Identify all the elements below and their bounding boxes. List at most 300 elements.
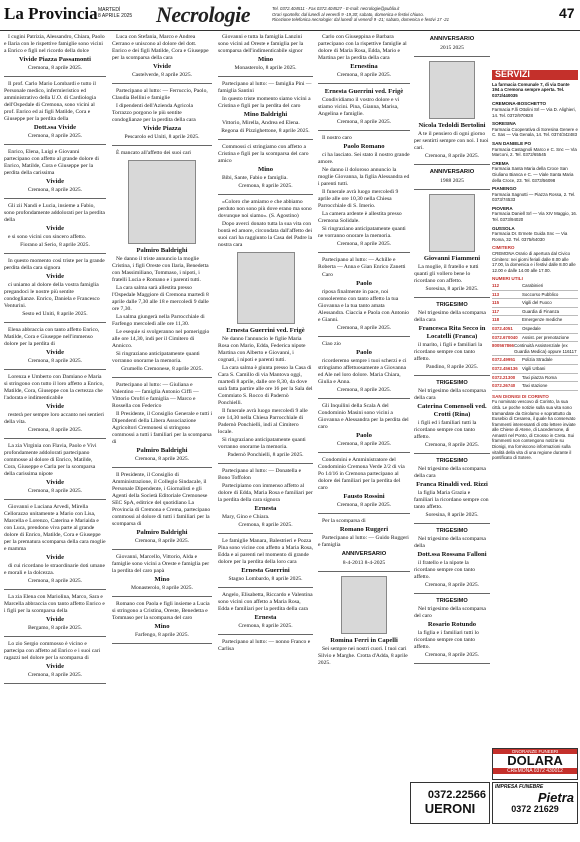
deceased-name: Paolo xyxy=(356,280,372,287)
phone-label: Vigili Urbani xyxy=(522,365,546,371)
phone-label: Taxi stazione xyxy=(522,383,548,389)
contact-info xyxy=(272,6,554,23)
notice-divider xyxy=(4,589,106,590)
deceased-name: Ernestina xyxy=(350,63,378,70)
deceased-name: Ernesta xyxy=(254,614,277,621)
pharmacy-list xyxy=(492,101,578,242)
notice-text: Partecipano al lutto: — Achille e Roberta — Anna e Gian Enrico Zanetti xyxy=(318,257,406,270)
notice-signature: Cremona, 8 aprile 2025. xyxy=(134,456,190,462)
pharmacy-area-title: GUSSOLA xyxy=(492,225,515,231)
pharmacy-area-text: Farmacia Daniell Srl — Via XIV Maggio, 16. Tel. 0373/94020 xyxy=(492,211,578,223)
notice-divider xyxy=(414,375,490,376)
notice-divider xyxy=(112,467,212,468)
notice-divider xyxy=(4,322,106,323)
notice-signature: Cremona, 8 aprile 2025. xyxy=(336,325,392,331)
notice-text: Le esequie si svolgeranno nel pomeriggio alle ore 14,30, indi per il Cimitero di Annicco. xyxy=(112,329,210,349)
notice-text: i figli ed i familiari tutti la ricordano sempre con tanto affetto. xyxy=(414,420,477,440)
notice-text: Angelo, Elisabetta, Riccardo e Valentina sono vicini con affetto a Maria Rosa, Edda e familiari per la perdita della cara xyxy=(218,592,313,612)
notice-text: Bibi, Sante, Fabio e famiglia. xyxy=(222,175,288,181)
phone-label: Polizia Stradale xyxy=(522,357,553,363)
notice-text: Partecipano al lutto: — Donatella e Bono Toffolon xyxy=(218,468,302,481)
notice-text: Ne danno il triste annuncio la moglie Cristina, i figli Oreste con Ilaria, Benedetta con Massimiliano, Tommaso, i nipoti, i fratelli Lucia e Romano e i parenti tutti. xyxy=(112,256,209,283)
notice-text: Si ringraziano anticipatamente quanti ne vorranno onorare la memoria. xyxy=(318,226,406,239)
deceased-name: Ernesta Guerrini xyxy=(241,567,290,574)
notice-signature: Regona di Pizzighettone, 8 aprile 2025. xyxy=(221,128,310,134)
deceased-name: Dott.ssa Vivide xyxy=(33,124,77,131)
notice-text: Luca con Stefania, Marco e Andrea Cerrano e uniscono al dolore del dott. Enrico e dei figli Matilde, Cora e Giuseppe per la scomparsa della cara xyxy=(112,34,209,61)
phone-number: 800567866 xyxy=(492,343,514,349)
obituary-column-4 xyxy=(318,34,410,668)
deceased-name: Palmiro Baldrighi xyxy=(136,247,188,254)
contact-line-1: Tel. 0372.404511 - Fax 0372.404527 - E-mail: necrologie@publia.it xyxy=(272,6,400,11)
anniversary-label: ANNIVERSARIO xyxy=(429,169,475,175)
notice-text: Romano con Paola e figli insieme a Lucia si stringono a Cristina, Oreste, Benedetta e Tommaso per la scomparsa del caro xyxy=(112,601,210,621)
ad-dolara-label: ONORANZE FUNEBRI xyxy=(493,749,577,754)
notice-divider xyxy=(318,130,410,131)
portrait-photo-palmiro xyxy=(128,160,196,244)
pharmacy-area-title: CREMONA-BOSCHETTO xyxy=(492,101,547,107)
notice-signature: Cremona, 8 aprile 2025. xyxy=(238,623,293,629)
deceased-name: Paolo Romano xyxy=(343,143,385,150)
issue-date xyxy=(98,7,132,19)
notice-signature: Cremona, 8 aprile 2025. xyxy=(336,72,392,78)
ad-ueroni xyxy=(410,782,490,824)
notice-text: In questo triste momento siamo vicini a Cristina e figli per la perdita del caro xyxy=(218,96,311,109)
notice-divider xyxy=(4,438,106,439)
pharmacy-area-title: PIOVERA xyxy=(492,205,513,211)
notice-text: Gli Inquilini della Scala A del Condominio Masini sono vicini a Giovanna e Alessandra per la perdita del caro xyxy=(318,403,409,430)
notice-text: e si sono vicini con sincero affetto. xyxy=(8,234,87,240)
pharmacy-area-title: PIANENGO xyxy=(492,186,517,192)
notice-divider xyxy=(414,56,490,57)
notice-divider xyxy=(318,252,410,253)
notice-text: Giovanni, Marcello, Vittorio, Alda e famiglie sono vicini a Oreste e famiglia per la perdita del caro papà xyxy=(112,554,210,574)
pharmacy-area-title: SAN DANIELE PO xyxy=(492,140,532,146)
notice-text: Dopo averci donato tutta la sua vita con bontà ed amore, circondata dall'affetto dei suoi cari ha raggiunto la Casa del Padre la nostra cara xyxy=(218,221,313,248)
portrait-photo-nicola xyxy=(429,61,476,119)
notice-text: Il Presidente, il Consiglio Generale e tutti i Dipendenti della Libera Associazione Agricoltori Cremonesi si stringono commossi a tutti i familiari per la scomparsa di xyxy=(112,411,213,445)
phone-number: 118 xyxy=(492,317,500,323)
notice-signature: Cremona, 8 aprile 2025. xyxy=(336,441,392,447)
portrait-photo-ernesta xyxy=(237,252,295,324)
notice-text: Il prof. Carlo Mario Lombardi e tutto il Personale medico, infermieristico ed amministrativo della U.O. di Cardiologia dell'Ospedale di Cremona, sono vicini al prof. Enrico ed ai figli Matilde, Cora e Giuseppe per la perdita della xyxy=(4,81,96,122)
notice-signature: Cremona, 8 aprile 2025. xyxy=(27,358,83,364)
phone-label: Carabinieri xyxy=(522,283,544,288)
notice-signature: Cremona, 8 aprile 2025. xyxy=(424,442,480,448)
useful-number-row xyxy=(492,308,578,317)
deceased-name: Vivide Piazza Passamonti xyxy=(19,56,91,63)
pharmacy-area-text: Farmacia Sagnotti — Piazza Rossa, 2. Tel. 0373/74533 xyxy=(492,191,576,203)
notice-text: Per la scomparsa di xyxy=(322,518,366,524)
notice-text: La salma giungerà nella Parrocchiale di Farfengo mercoledì alle ore 11,30. xyxy=(112,314,205,327)
useful-number-row xyxy=(492,382,578,391)
notice-text: Nel trigesimo della scomparsa della cara xyxy=(414,466,486,479)
notice-text: Il funerale avrà luogo mercoledì 9 alle ore 14,30 nella Chiesa Parrocchiale di Padernò Ponchielli, indi al Cimitero locale. xyxy=(218,408,308,435)
deceased-name: Nicola Tedoldi Bertolini xyxy=(418,122,486,129)
notice-signature: Farfengo, 8 aprile 2025. xyxy=(135,632,189,638)
notice-signature: Soresina, 8 aprile 2025. xyxy=(425,286,479,292)
notice-text: Carlo con Giuseppina e Barbara partecipano con la rispettive famiglie al dolore di Maria Rosa, Edda, Mario e Martina per la perdita della cara xyxy=(318,34,407,61)
notice-text: È mancato all'affetto dei suoi cari xyxy=(116,150,191,156)
notice-divider xyxy=(318,398,410,399)
notice-divider xyxy=(218,194,313,195)
ad-dolara-phone: CREMONA 0372 430012 xyxy=(493,768,577,774)
useful-numbers-list xyxy=(492,282,578,391)
notice-text: Ne danno il doloroso annuncio la moglie Giovanna, la figlia Alessandra ed i parenti tutti. xyxy=(318,167,410,187)
deceased-name: Romina Ferri in Capelli xyxy=(330,637,398,644)
deceased-name: Vivide xyxy=(45,349,65,356)
notice-text: Partecipano al lutto: — Guido Ruggeri e famiglia xyxy=(318,535,409,548)
deceased-name: Mino Baldrighi xyxy=(243,111,288,118)
ad-pietra xyxy=(492,782,578,824)
notice-text: Partecipano al lutto: — famiglia Pini — famiglia Santini xyxy=(218,81,312,94)
deceased-name: Vivide xyxy=(45,273,65,280)
deceased-name: Vivide xyxy=(152,63,172,70)
notice-text: la figlia e i familiari tutti lo ricordano sempre con tanto affetto. xyxy=(414,630,479,650)
deceased-name: Ernesta Guerrini ved. Frigè xyxy=(226,327,305,334)
newspaper-masthead: La Provincia xyxy=(4,4,98,23)
phone-number: 0372.26740 xyxy=(492,383,516,389)
ad-pietra-label: IMPRESA FUNEBRE xyxy=(495,784,544,790)
phone-number: 115 xyxy=(492,300,500,306)
notice-text: Condividiamo il vostro dolore e vi stiamo vicini. Pina, Gianna, Marisa, Angelina e famiglie. xyxy=(318,97,400,117)
notice-text: La zia Elena con Mariolina, Marco, Sara e Marcella abbraccia con tanto affetto Enrico e i figli per la scomparsa della xyxy=(4,594,105,614)
deceased-name: Mino xyxy=(154,576,170,583)
notice-divider xyxy=(414,453,490,454)
useful-number-row xyxy=(492,325,578,334)
notice-text: il fratello e la nipote la ricordano sempre con tanto affetto. xyxy=(414,560,476,580)
notice-signature: Castelverde, 8 aprile 2025. xyxy=(131,72,193,78)
notice-signature: Cremona, 8 aprile 2025. xyxy=(27,65,83,71)
notice-signature: Cremona, 8 aprile 2025. xyxy=(424,153,480,159)
useful-number-row xyxy=(492,291,578,300)
trigesimo-label: TRIGESIMO xyxy=(436,458,468,464)
notice-divider xyxy=(112,145,212,146)
notice-signature: Cremona, 8 aprile 2025. xyxy=(238,183,293,189)
notice-text: Elena abbraccia con tanto affetto Enrico, Matilde, Cora e Giuseppe nell'immenso dolore per la perdita di xyxy=(4,327,100,347)
notice-signature: 8-4-2013 8-4-2025 xyxy=(342,560,386,566)
notice-text: La zia Virginia con Flavia, Paolo e Vivi profondamente addolorati partecipano commosse al dolore di Enrico, Matilde, Cora, Giuseppe e Carla per la scomparsa della carissima nipote xyxy=(4,443,97,477)
notice-signature: Pescarolo ed Uniti, 8 aprile 2025. xyxy=(124,134,200,140)
notice-text: «Coloro che amiamo e che abbiamo perduto non sono più dove erano ma sono dovunque noi siamo». (S. Agostino) xyxy=(218,199,312,219)
deceased-name: Ernesta Guerrini ved. Frigè xyxy=(324,88,404,95)
notice-divider xyxy=(218,587,313,588)
deceased-name: Fausto Rossini xyxy=(343,493,385,500)
notice-divider xyxy=(218,634,313,635)
notice-divider xyxy=(218,463,313,464)
notice-signature: Cremona, 8 aprile 2025. xyxy=(27,672,83,678)
phone-label: Guardia di Finanza xyxy=(522,308,560,314)
phone-number: 0372.4051 xyxy=(492,325,513,331)
notice-text: Giovanni e tutta la famiglia Lanzini sono vicini ad Oreste e famiglia per la scomparsa dell'indimenticabile signor xyxy=(218,34,304,54)
portrait-photo-giovanni xyxy=(429,194,476,252)
issue-date-text: 8 APRILE 2025 xyxy=(98,13,133,19)
notice-signature: Soresina, 8 aprile 2025. xyxy=(425,512,479,518)
deceased-name: Vivide xyxy=(45,178,65,185)
services-title: SERVIZI xyxy=(492,70,578,80)
notice-signature: Cremona, 8 aprile 2025. xyxy=(27,488,83,494)
notice-divider xyxy=(318,336,410,337)
phone-number: 0372.21300 xyxy=(492,374,516,380)
notice-divider xyxy=(112,83,212,84)
notice-text: I cugini Patrizia, Alessandro, Chiara, Paolo e Ilaria con le rispettive famiglie sono vicini a Enrico e figli nel ricordo della dolce xyxy=(4,34,105,54)
obituary-column-1 xyxy=(4,34,106,688)
notice-text: Ciao zio xyxy=(322,341,341,347)
pharmacy-area-text: Farmacia Castagnoli Marco e C. Snc — Via Marconi, 2. Tel. 0372/65545 xyxy=(492,146,577,158)
notice-signature: Cremona, 8 aprile 2025. xyxy=(134,538,190,544)
notice-text: Il Presidente, il Consiglio di Amministrazione, il Collegio Sindacale, il Personale Dipendente, i Giornalisti e gli Agenti della Società Editoriale Cremonese SEC SpA, editrice del quotidiano La Provincia di Cremona e Crema, partecipano commossi al dolore di tutti i familiari per la scomparsa di xyxy=(112,472,211,527)
notice-text: In questo momento così triste per la grande perdita della cara signora xyxy=(4,258,105,271)
deceased-name: Vivide xyxy=(45,663,65,670)
notice-signature: Cremona, 8 aprile 2025. xyxy=(238,522,293,528)
notice-text: I dipendenti dell'Azienda Agricola Torrazzo porgono le più sentite condoglianze per la perdita della cara xyxy=(112,103,196,123)
notice-text: Il funerale avrà luogo mercoledì 9 aprile alle ore 10,30 nella Chiesa Parrocchiale di S. Imerio. xyxy=(318,189,399,209)
notice-signature: Bergamo, 8 aprile 2025. xyxy=(27,625,83,631)
notice-signature: 1988 2025 xyxy=(440,178,464,184)
notice-text: Enrico, Elena, Luigi e Giovanni partecipano con affetto al grande dolore di Enrico, Matilde, Cora e Giuseppe per la perdita della carissima xyxy=(4,149,99,176)
notice-text: Il nostro caro xyxy=(322,135,352,141)
notice-text: Mary, Gino e Chiara. xyxy=(222,514,270,520)
notice-signature: Padernò Ponchielli, 8 aprile 2025. xyxy=(227,452,304,458)
pharmacy-area-text: Farmacia Santa Maria della Croce San Giuliano Bianca e C. — Viale Santa Maria della Croce, 23. Tel. 0373/56098 xyxy=(492,166,574,183)
deceased-name: Paolo xyxy=(356,432,372,439)
notice-signature: Sesto ed Uniti, 8 aprile 2025. xyxy=(22,311,88,317)
pharmacy-area-text: Farmacia F.lli Ottolini Srl — Via D. Alighieri, 14. Tel. 0372/970828 xyxy=(492,106,576,118)
deceased-name: Paolo xyxy=(356,349,372,356)
notice-divider xyxy=(318,83,410,84)
notice-text: ricorderemo sempre i tuoi scherzi e ci stringiamo affettuosamente a Giovanna ed Ale nel loro dolore. Maria Chiara, Giulia e Anna. xyxy=(318,358,407,385)
notice-divider xyxy=(4,76,106,77)
notice-text: la figlia Maria Grazia e familiari la ricordano sempre con tanto affetto. xyxy=(414,490,489,510)
notice-divider xyxy=(4,369,106,370)
notice-text: Nel trigesimo della scomparsa della xyxy=(414,536,486,549)
phone-number: 0372.49951 xyxy=(492,357,516,363)
notice-signature: Cremona, 8 aprile 2025. xyxy=(336,119,392,125)
notice-text: riposa finalmente in pace, noi consoleremo con tanto affetto la tua Giovanna e la tua tanto amata Alessandra. Ciaccia e Paola con Antonio e Gianni. xyxy=(318,289,410,323)
phone-label: Vigili del Fuoco xyxy=(522,300,552,306)
phone-label: Ospedale xyxy=(522,325,541,331)
pharmacy-note: La farmacia Comunale 7, di via Dante 194 a Cremona sempre aperta. Tel. 0372/440035 xyxy=(492,81,570,98)
notice-text: Ne danno l'annuncio le figlie Maria Rosa con Mario, Edda, Federica nipote Martina con Alberto e Giovanni, i cognati, i nipoti e parenti tutti. xyxy=(218,336,306,363)
contact-line-3: Ricezione telefonica necrologie: dal lunedì al venerdì 9 -21; sabato, domenica e festivi 17 -21 xyxy=(272,17,449,23)
phone-label: Assist. per prenotazione xyxy=(522,334,570,340)
phone-number: 0372.670040 xyxy=(492,334,518,340)
useful-number-row xyxy=(492,316,578,325)
saint-of-day-title: SAN DIONIGI DI CORINTO xyxy=(492,393,549,399)
notice-text: Partecipano al lutto: — nonno Franco e Carlisa xyxy=(218,639,311,652)
notice-signature: Cremona, 8 aprile 2025. xyxy=(424,582,480,588)
deceased-name: Vivide Piazza xyxy=(142,125,182,132)
useful-number-row xyxy=(492,365,578,374)
trigesimo-label: TRIGESIMO xyxy=(436,380,468,386)
notice-divider xyxy=(218,76,313,77)
deceased-name: Francesca Rita Secco in Locatelli (Franca) xyxy=(418,325,486,340)
useful-number-row xyxy=(492,342,578,356)
notice-divider xyxy=(318,452,410,453)
notice-text: Nel trigesimo della scomparsa della cara xyxy=(414,388,486,401)
ad-dolara xyxy=(492,748,578,780)
trigesimo-label: TRIGESIMO xyxy=(436,598,468,604)
trigesimo-label: TRIGESIMO xyxy=(436,528,468,534)
notice-divider xyxy=(112,549,212,550)
deceased-name: Vivide xyxy=(45,225,65,232)
deceased-name: Rosario Rotundo xyxy=(427,621,477,628)
notice-divider xyxy=(4,636,106,637)
notice-text: Gli zii Nandi e Lucia, insieme a Fabio, sono profondamente addolorati per la perdita della xyxy=(4,203,105,223)
anniversary-label: ANNIVERSARIO xyxy=(341,551,387,557)
notice-signature: Cremona, 8 aprile 2025. xyxy=(336,387,392,393)
notice-divider xyxy=(4,683,106,684)
deceased-name: Mino xyxy=(257,56,274,63)
obituary-column-3 xyxy=(218,34,313,654)
notice-divider xyxy=(414,297,490,298)
ad-dolara-name: DOLARA xyxy=(507,753,563,768)
saint-of-day-text: Fu nominato vescovo di Corinto, la sua città. Le poche notizie sulla sua vita sono tramandate da Girolamo e soprattutto da Eusebio di Cesarea, il quale ha conservato frammenti interessanti di otto lettere inviate alle Chiese di Atene, di Lacedemone, di Amastri nel Ponto, di Cnosso in Creta. Sui frammenti non contengono notizie su Dionigi, ma forniscono informazioni sulla vitalità della vita di una regione durante il pontificato di Sotere. xyxy=(492,399,576,461)
notice-text: Partecipiamo con immenso affetto al dolore di Edda, Maria Rosa e familiari per la perdita della cara signora xyxy=(218,483,313,503)
ad-ueroni-phone: 0372.22566 xyxy=(427,789,486,801)
page-number: 47 xyxy=(559,5,575,21)
notice-signature: Cremona, 8 aprile 2025. xyxy=(424,652,480,658)
notice-signature: Stagno Lombardo, 8 aprile 2025. xyxy=(228,576,303,582)
notice-text: La moglie, il fratello e tutti quanti gli vollero bene lo ricordano con affetto. xyxy=(414,264,479,284)
notice-text: Le famiglie Manara, Balestrieri e Pozza Pina sono vicine con affetto a Maria Rosa, Edda e ai parenti nel momento di grande dolore per la perdita della loro cara xyxy=(218,538,313,565)
cemetery-title: CIMITERO xyxy=(492,245,515,251)
portrait-photo-romina xyxy=(341,576,388,634)
deceased-name: Romano Ruggeri xyxy=(339,526,389,533)
services-sidebar xyxy=(492,70,578,461)
phone-label: Emergenze mediche xyxy=(522,317,563,323)
notice-signature: Cremona, 8 aprile 2025. xyxy=(336,502,392,508)
deceased-name: Palmiro Baldrighi xyxy=(136,447,188,454)
deceased-name: Mino xyxy=(154,623,170,630)
obituary-column-2 xyxy=(112,34,212,648)
ad-pietra-phone: 0372 21629 xyxy=(511,804,559,814)
notice-divider xyxy=(112,377,212,378)
notice-text: Si ringraziano anticipatamente quanti vorranno onorarne la memoria. xyxy=(112,351,200,364)
pharmacy-area-title: SORESINA xyxy=(492,121,516,127)
notice-text: La cara salma è giunta presso la Casa di Cara S. Camillo di via Mantova oggi, martedì 8 aprile, dalle ore 8,30, da dove sarà fatta partire alle ore 16 per la Sala del Commiato S. Rocco di Padernò Ponchielli. xyxy=(218,365,313,406)
deceased-name: Vivide xyxy=(45,403,65,410)
notice-divider xyxy=(318,571,410,572)
notice-text: La cara salma sarà allestita presso l'Ospedale Maggiore di Cremona martedì 8 aprile dalle 7,30 alle 18 e mercoledì 9 dalle ore 7,30. xyxy=(112,285,209,312)
notice-text: Commossi ci stringiamo con affetto a Cristina e figli per la scomparsa del caro amico xyxy=(218,144,309,164)
notice-divider xyxy=(414,189,490,190)
deceased-name: Giovanni Fiammeni xyxy=(423,255,481,262)
notice-divider xyxy=(414,663,490,664)
notice-text: Lorenza e Umberto con Damiano e Maria si stringono con tutto il loro affetto a Enrico, Matilde, Cora, Giuseppe con la certezza che l'adorata e indimenticabile xyxy=(4,374,104,401)
deceased-name: Mino xyxy=(257,166,274,173)
notice-signature: Grumello Cremonese, 8 aprile 2025. xyxy=(121,366,203,372)
useful-number-row xyxy=(492,299,578,308)
notice-signature: Cremona, 8 aprile 2025. xyxy=(27,427,83,433)
notice-text: ci ha lasciato. Sei stato il nostro grande amore. xyxy=(318,152,410,165)
deceased-name: Palmiro Baldrighi xyxy=(136,529,188,536)
deceased-name: Ernesta xyxy=(254,505,277,512)
issue-day: MARTEDÌ xyxy=(98,7,121,13)
notice-signature: Cremona, 8 aprile 2025. xyxy=(27,133,83,139)
notice-divider xyxy=(112,596,212,597)
notice-text: La camera ardente è allestita presso Cremona Solidale. xyxy=(318,211,402,224)
page-header xyxy=(0,0,580,31)
notice-signature: Monasterolo, 8 aprile 2025. xyxy=(234,65,297,71)
notice-text: Condomini e Amministratore del Condominio Cremona Verde 2/2 di via Po 14/16 in Cremona partecipano al dolore dei familiari per la perdita del caro xyxy=(318,457,405,491)
useful-number-row xyxy=(492,356,578,365)
deceased-name: Dott.ssa Rossana Falloni xyxy=(417,551,487,558)
notice-divider xyxy=(4,144,106,145)
notice-divider xyxy=(218,139,313,140)
phone-number: 0372.456136 xyxy=(492,365,518,371)
notice-text: resterà per sempre loro accanto nei sentieri della vita. xyxy=(4,412,104,425)
notice-divider xyxy=(4,499,106,500)
notice-divider xyxy=(414,593,490,594)
trigesimo-label: TRIGESIMO xyxy=(436,302,468,308)
phone-label: Soccorso Pubblico xyxy=(522,291,559,297)
notice-divider xyxy=(218,533,313,534)
cemetery-hours: CREMONA Orario di apertura dal Civico Cimitero: nei giorni feriali dalle 8.00 alle 17.00, la domenica e i festivi dalle 8.00 alle 12.00 e dalle 14.00 alle 17.00. xyxy=(492,251,576,273)
notice-text: Partecipano al lutto: — Ferruccio, Paolo, Claudia Bellini e famiglie xyxy=(112,88,208,101)
notice-text: Partecipano al lutto: — Giuliana e Valentino — famiglia Antonio Ciffi — Vittorio Orofri e famiglia — Marco e Rossella con Federico xyxy=(112,382,199,409)
notice-text: A te il pensiero di ogni giorno per sentirti sempre con noi. I tuoi cari. xyxy=(414,131,489,151)
deceased-name: Vivide xyxy=(45,479,65,486)
useful-number-row xyxy=(492,282,578,291)
notice-signature: 2015 2025 xyxy=(440,45,464,51)
notice-signature: Cremona, 8 aprile 2025. xyxy=(336,241,392,247)
notice-text: di cui ricordano le straordinarie doti umane e morali e la dolcezza. xyxy=(4,563,105,576)
notice-divider xyxy=(414,523,490,524)
deceased-name: Caterina Comensoli ved. Crotti (Rina) xyxy=(417,403,487,418)
pharmacy-area-title: CREMA xyxy=(492,160,509,166)
phone-label: Taxi piazza Roma xyxy=(522,374,557,380)
phone-number: 112 xyxy=(492,283,500,288)
notice-text: Nel trigesimo della scomparsa del caro xyxy=(414,606,486,619)
notice-divider xyxy=(318,513,410,514)
notice-text: Nel trigesimo della scomparsa della cara xyxy=(414,310,486,323)
notice-text: Giovanni e Luciana Arvedi, Mirella Cellorazzo unitamente a Mario con Lisa, Marcella e Lorenzo, Caterina e Mariaida e con Luca, prendono viva parte al grande dolore di Enrico, Matilde, Cora e Giuseppe per la prematura scomparsa della cara moglie e mamma xyxy=(4,504,106,552)
notice-divider xyxy=(4,253,106,254)
notice-text: ci uniamo al dolore della vostra famiglia pregandoci le nostre più sentite condoglianze. Enrico, Daniela e Francesco Venturini. xyxy=(4,282,100,309)
notice-text: Lo zio Sergio commosso è vicino e partecipa con affetto ad Enrico e i suoi cari ragazzi nel dolore per la scomparsa di xyxy=(4,641,101,661)
notice-signature: Fiorano al Serio, 8 aprile 2025. xyxy=(20,242,90,248)
notice-divider xyxy=(4,198,106,199)
phone-number: 113 xyxy=(492,291,500,297)
useful-numbers-title: NUMERI UTILI xyxy=(492,276,523,282)
pharmacy-area-text: Farmacia Cooperativa di Soresina Genere e C. Sas — Via Genala, 14. Tel. 0374/342483 xyxy=(492,126,578,138)
notice-divider xyxy=(112,643,212,644)
notice-signature: Cremona, 8 aprile 2025. xyxy=(27,578,83,584)
ad-ueroni-name: UERONI xyxy=(424,801,476,816)
deceased-name: Vivide xyxy=(45,616,65,623)
contact-line-2: Orari sportello: dal lunedì al venerdì 9 -19,30; sabato, domenica e festivi chiuso. xyxy=(272,11,424,17)
notice-text: Vittorio, Mirella, Andrea ed Elena. xyxy=(222,120,300,126)
useful-number-row xyxy=(492,334,578,343)
notice-text: Sei sempre nei nostri cuori. I tuoi cari Silvio e Marghe. Crotta d'Adda, 8 aprile 2025. xyxy=(318,646,408,666)
anniversary-label: ANNIVERSARIO xyxy=(429,36,475,42)
notice-text: Si ringraziano anticipatamente quanti vorranno onorarne la memoria. xyxy=(218,437,306,450)
section-title: Necrologie xyxy=(156,2,250,27)
useful-number-row xyxy=(492,374,578,383)
notice-text: Caro xyxy=(322,272,333,278)
pharmacy-area-text: Farmacia Dr. Ermete Guida Snc — Via Roma, 32. Tel. 0375/64030 xyxy=(492,231,568,242)
notice-divider xyxy=(414,164,490,165)
notice-signature: Cremona, 8 aprile 2025. xyxy=(27,187,83,193)
deceased-name: Franca Rinaldi ved. Rizzi xyxy=(416,481,488,488)
notice-signature: Monasterolo, 8 aprile 2025. xyxy=(131,585,193,591)
notice-signature: Pandino, 8 aprile 2025. xyxy=(425,364,479,370)
notice-text: il marito, i figli e familiari la ricordano sempre con tanto affetto. xyxy=(414,342,483,362)
phone-label: Continuità Assistenziale (ex Guardia Medica) oppure 116117 xyxy=(513,343,577,354)
ad-pietra-name: Pietra xyxy=(537,790,574,805)
phone-number: 117 xyxy=(492,308,500,314)
